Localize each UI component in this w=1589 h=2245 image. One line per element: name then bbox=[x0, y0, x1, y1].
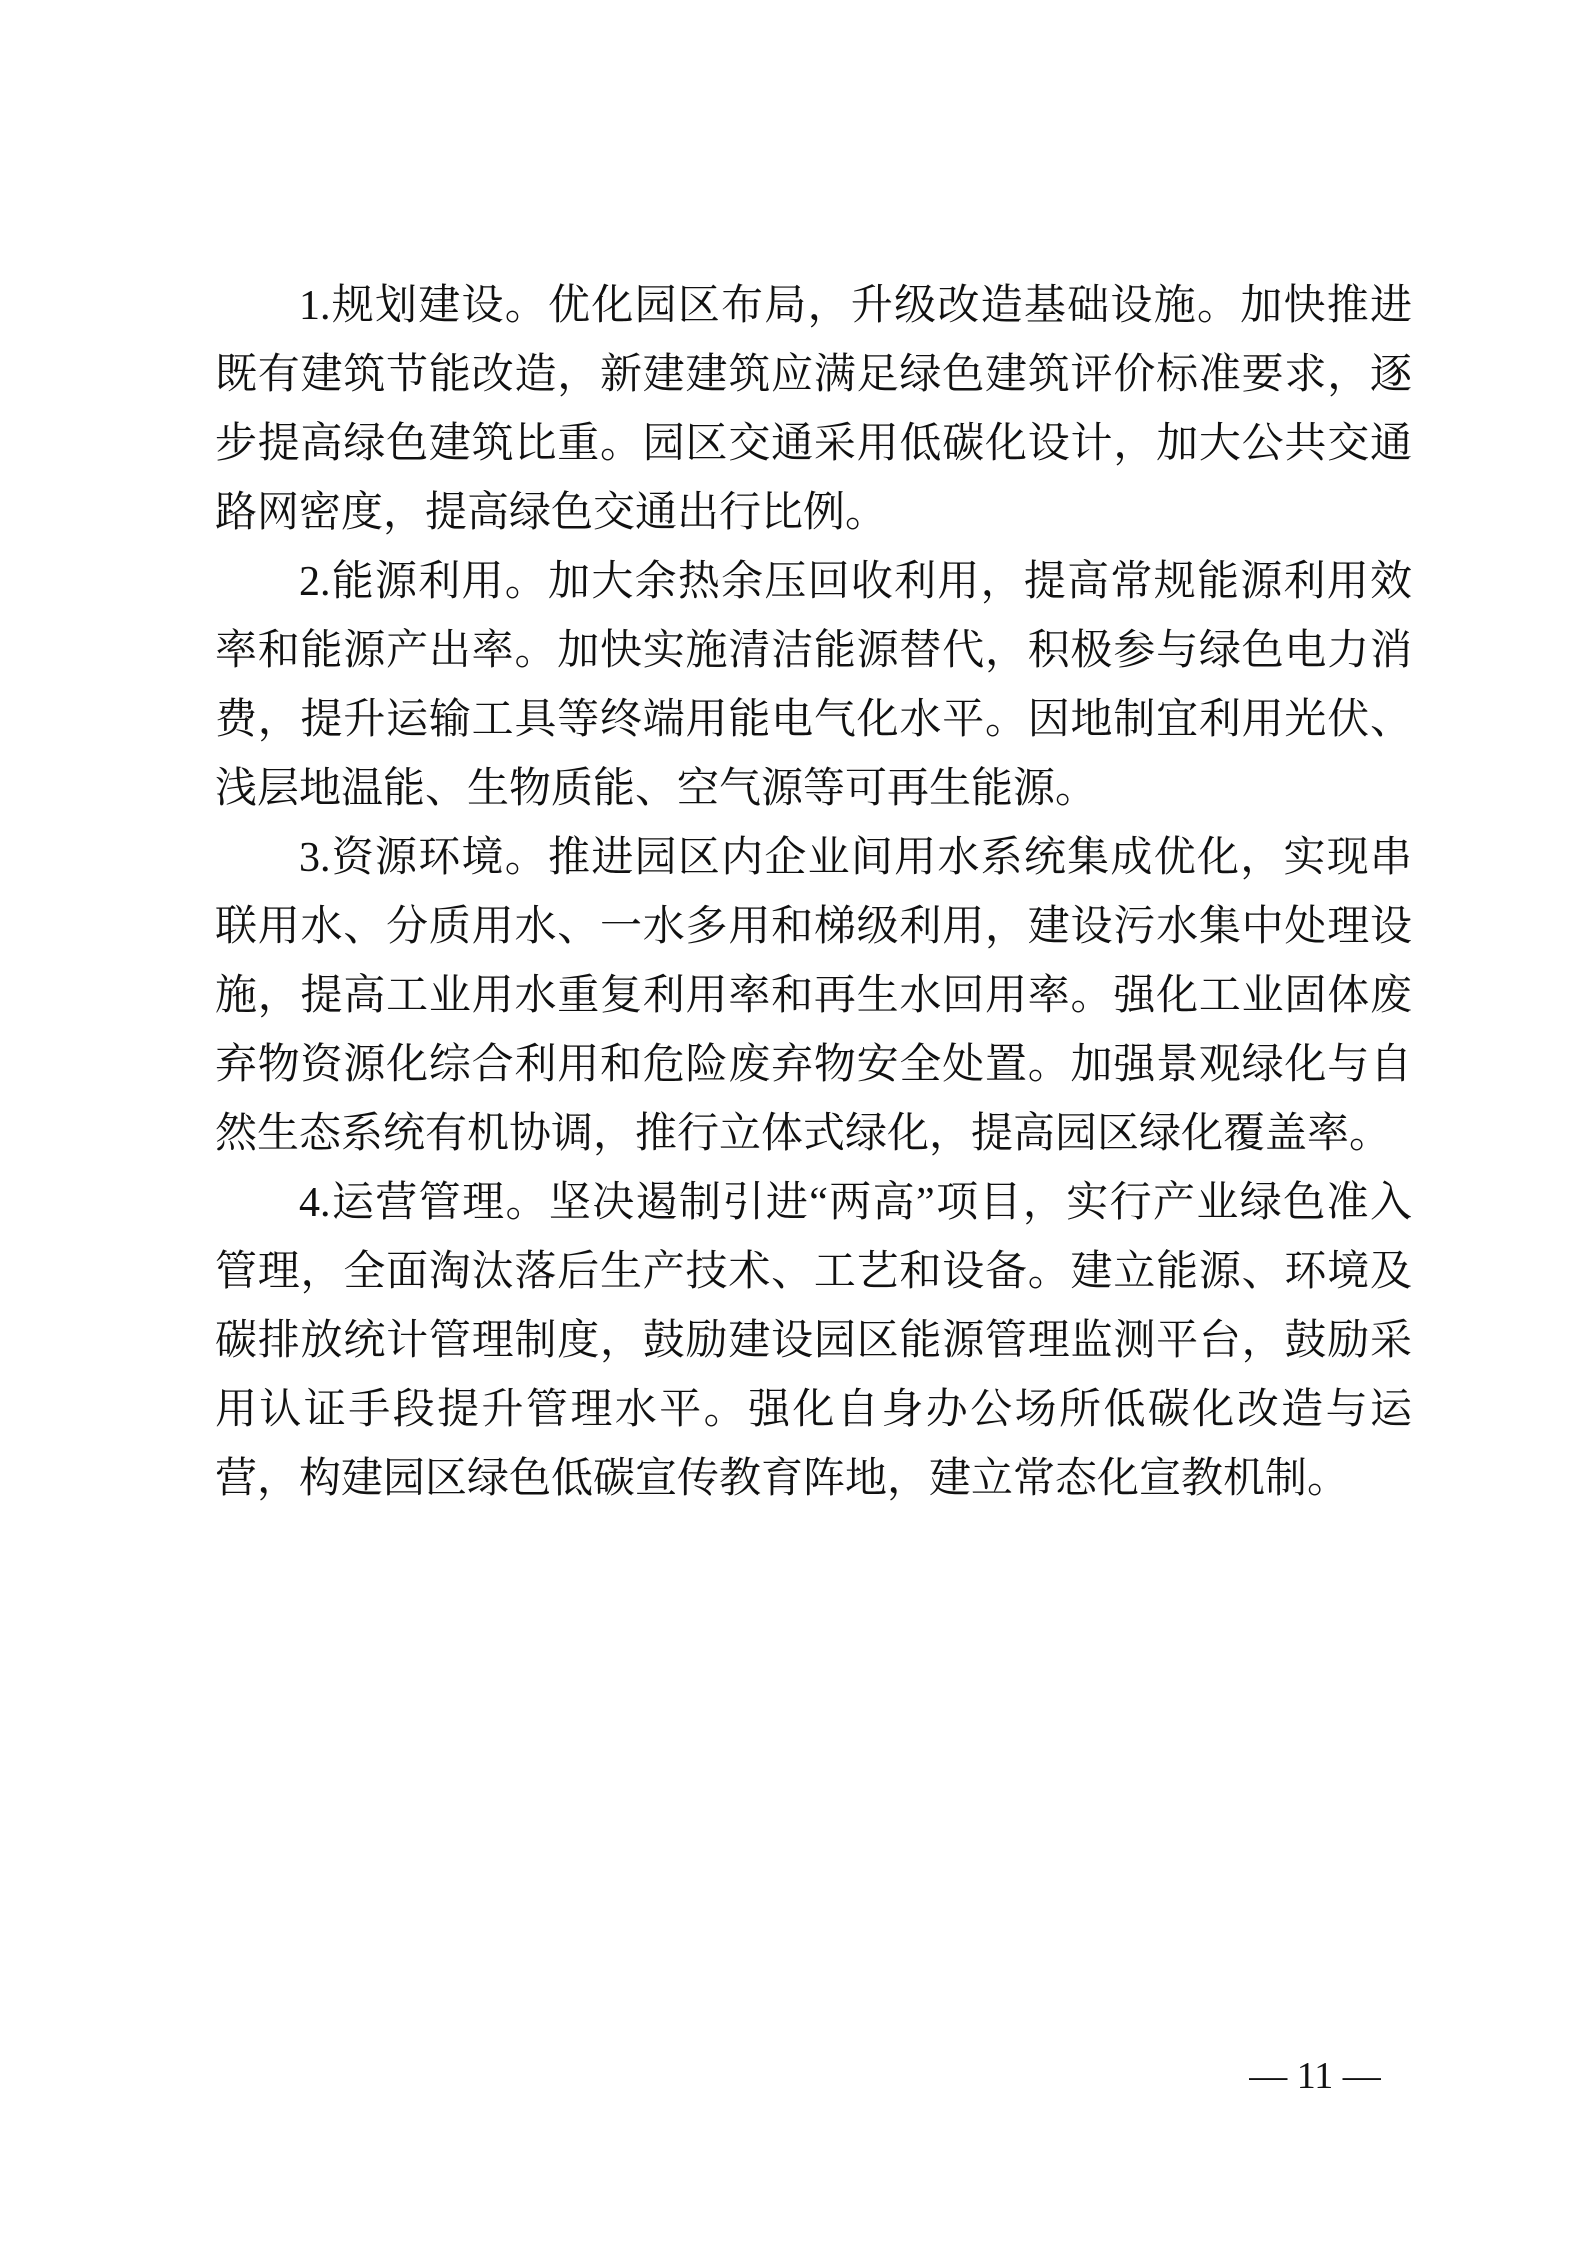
body-text bbox=[215, 272, 1412, 1514]
text-line: 路网密度，提高绿色交通出行比例。 bbox=[215, 490, 888, 536]
text-line: 联用水、分质用水、一水多用和梯级利用，建设污水集中处理设 bbox=[215, 904, 1412, 950]
text-line: 弃物资源化综合利用和危险废弃物安全处置。加强景观绿化与自 bbox=[215, 1042, 1412, 1088]
text-line: 营，构建园区绿色低碳宣传教育阵地，建立常态化宣教机制。 bbox=[215, 1456, 1350, 1502]
text-line: 费，提升运输工具等终端用能电气化水平。因地制宜利用光伏、 bbox=[215, 697, 1412, 743]
text-line: 然生态系统有机协调，推行立体式绿化，提高园区绿化覆盖率。 bbox=[215, 1111, 1392, 1157]
text-line: 率和能源产出率。加快实施清洁能源替代，积极参与绿色电力消 bbox=[215, 628, 1412, 674]
text-line: 2.能源利用。加大余热余压回收利用，提高常规能源利用效 bbox=[299, 559, 1412, 605]
text-line: 管理，全面淘汰落后生产技术、工艺和设备。建立能源、环境及 bbox=[215, 1249, 1412, 1295]
text-line: 碳排放统计管理制度，鼓励建设园区能源管理监测平台，鼓励采 bbox=[215, 1318, 1412, 1364]
text-line: 施，提高工业用水重复利用率和再生水回用率。强化工业固体废 bbox=[215, 973, 1412, 1019]
text-line: 步提高绿色建筑比重。园区交通采用低碳化设计，加大公共交通 bbox=[215, 421, 1412, 467]
text-line: 用认证手段提升管理水平。强化自身办公场所低碳化改造与运 bbox=[215, 1387, 1412, 1433]
text-line: 既有建筑节能改造，新建建筑应满足绿色建筑评价标准要求，逐 bbox=[215, 352, 1412, 398]
text-line: 1.规划建设。优化园区布局，升级改造基础设施。加快推进 bbox=[299, 283, 1412, 329]
text-line: 4.运营管理。坚决遏制引进“两高”项目，实行产业绿色准入 bbox=[299, 1180, 1412, 1226]
page-number: — 11 — bbox=[1249, 2055, 1381, 2097]
text-line: 浅层地温能、生物质能、空气源等可再生能源。 bbox=[215, 766, 1098, 812]
text-line: 3.资源环境。推进园区内企业间用水系统集成优化，实现串 bbox=[299, 835, 1412, 881]
